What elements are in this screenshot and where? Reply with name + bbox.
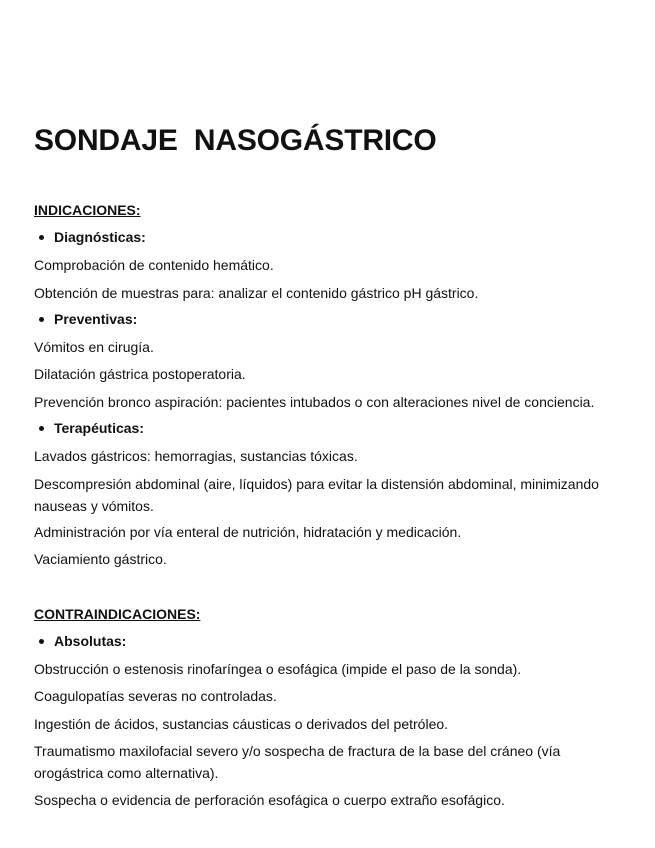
bullet-icon [39, 639, 44, 644]
text-line: Prevención bronco aspiración: pacientes intubados o con alteraciones nivel de conciencia. [34, 394, 595, 410]
diagnosticas-subheading [34, 229, 146, 245]
page-title: SONDAJE NASOGÁSTRICO [34, 124, 437, 157]
absolutas-subheading [34, 633, 126, 649]
contraindicaciones-heading: CONTRAINDICACIONES: [34, 606, 201, 622]
bullet-icon [39, 426, 44, 431]
text-line: Administración por vía enteral de nutrición, hidratación y medicación. [34, 524, 462, 540]
text-line: Coagulopatías severas no controladas. [34, 688, 277, 704]
absolutas-label: Absolutas: [54, 633, 127, 649]
text-line: Ingestión de ácidos, sustancias cáusticas o derivados del petróleo. [34, 716, 449, 732]
text-line: Vaciamiento gástrico. [34, 551, 167, 567]
text-line: Lavados gástricos: hemorragias, sustancias tóxicas. [34, 448, 358, 464]
text-line: Sospecha o evidencia de perforación esofágica o cuerpo extraño esofágico. [34, 792, 505, 808]
bullet-icon [39, 317, 44, 322]
preventivas-subheading [34, 311, 137, 327]
terapeuticas-label: Terapéuticas: [54, 420, 144, 436]
preventivas-label: Preventivas: [54, 311, 138, 327]
text-line: Obstrucción o estenosis rinofaríngea o esofágica (impide el paso de la sonda). [34, 661, 522, 677]
text-line: Comprobación de contenido hemático. [34, 257, 274, 273]
diagnosticas-label: Diagnósticas: [54, 229, 146, 245]
text-line: Descompresión abdominal (aire, líquidos) para evitar la distensión abdominal, minimizando nauseas y vómitos. [34, 476, 599, 514]
indicaciones-heading: INDICACIONES: [34, 202, 141, 218]
text-line: Vómitos en cirugía. [34, 339, 154, 355]
terapeuticas-subheading [34, 420, 144, 436]
bullet-icon [39, 235, 44, 240]
text-line: Obtención de muestras para: analizar el contenido gástrico pH gástrico. [34, 285, 479, 301]
text-line: Traumatismo maxilofacial severo y/o sospecha de fractura de la base del cráneo (vía orogástrica como alternativa). [34, 743, 561, 781]
text-line: Dilatación gástrica postoperatoria. [34, 366, 246, 382]
